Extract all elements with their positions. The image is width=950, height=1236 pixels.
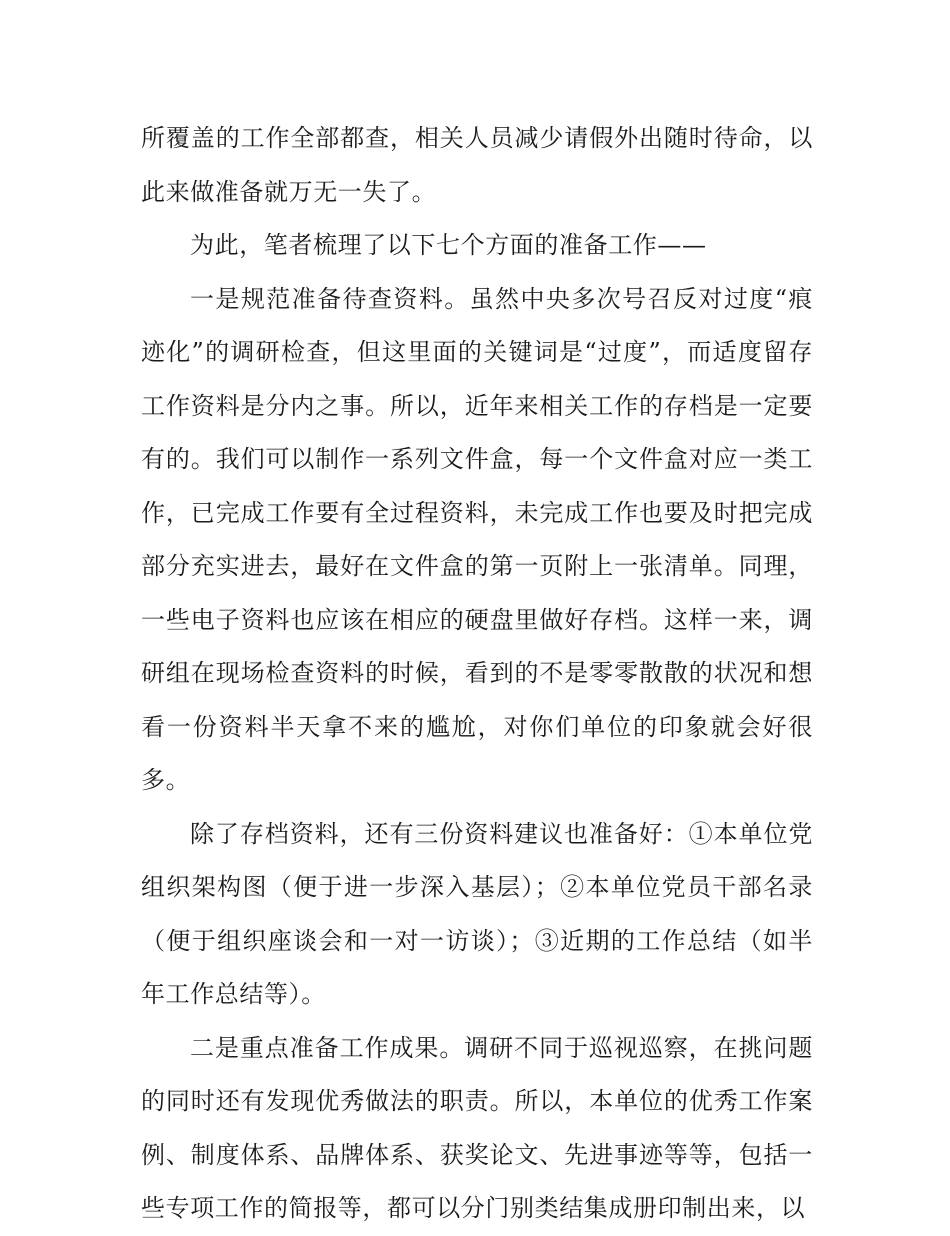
paragraph-intro-seven-aspects: 为此，笔者梳理了以下七个方面的准备工作—— (190, 231, 707, 259)
paragraph-continuation: 所覆盖的工作全部都查，相关人员减少请假外出随时待命，以此来做准备就万无一失了。 (141, 124, 813, 206)
paragraph-point-two-achievements: 二是重点准备工作成果。调研不同于巡视巡察，在挑问题的同时还有发现优秀做法的职责。所以，本单位的优秀工作案例、制度体系、品牌体系、获奖论文、先进事迹等等，包括一些专项工作的简报等，都可以分门别类结集成册印制出来，以 (141, 1033, 813, 1222)
paragraph-three-documents: 除了存档资料，还有三份资料建议也准备好：①本单位党组织架构图（便于进一步深入基层）；②本单位党员干部名录（便于组织座谈会和一对一访谈）；③近期的工作总结（如半年工作总结等）。 (141, 819, 813, 1008)
paragraph-point-one-materials: 一是规范准备待查资料。虽然中央多次号召反对过度“痕迹化”的调研检查，但这里面的关键词是“过度”，而适度留存工作资料是分内之事。所以，近年来相关工作的存档是一定要有的。我们可以制作一系列文件盒，每一个文件盒对应一类工作，已完成工作要有全过程资料，未完成工作也要及时把完成部分充实进去，最好在文件盒的第一页附上一张清单。同理，一些电子资料也应该在相应的硬盘里做好存档。这样一来，调研组在现场检查资料的时候，看到的不是零零散散的状况和想看一份资料半天拿不来的尴尬，对你们单位的印象就会好很多。 (141, 284, 813, 794)
document-body (141, 112, 813, 1236)
